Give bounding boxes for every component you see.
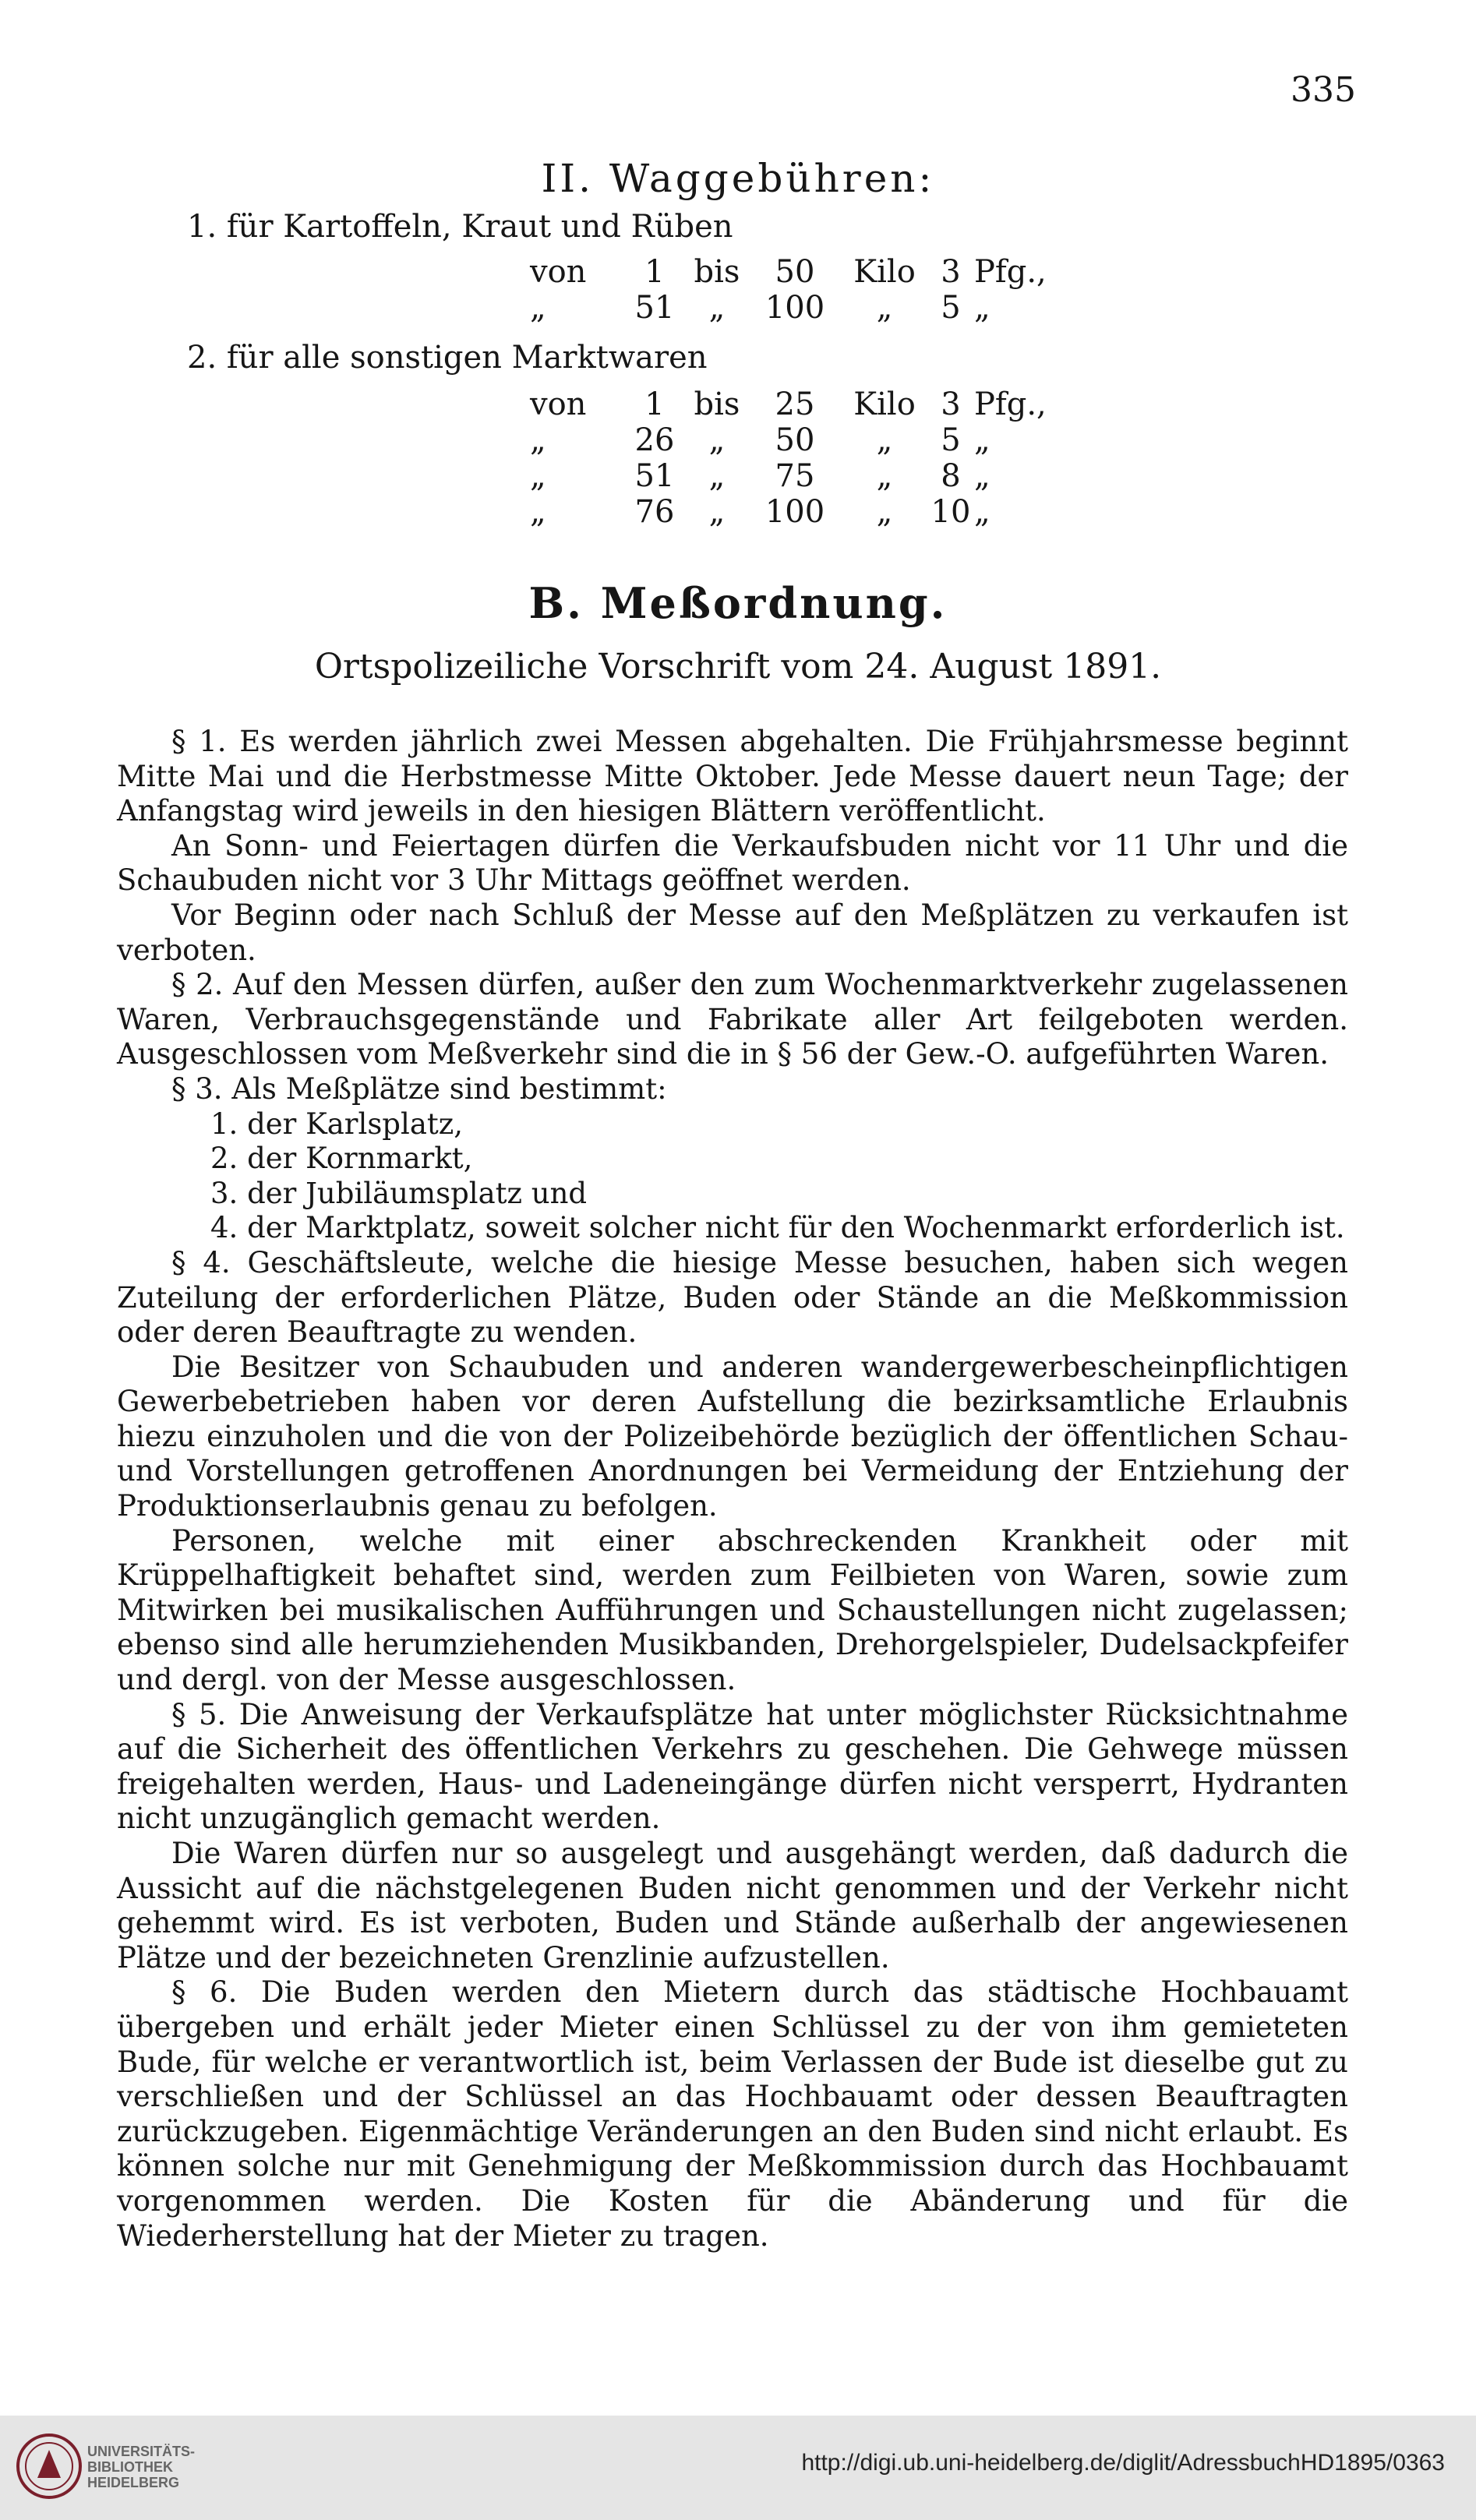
fee-row bbox=[530, 494, 1060, 530]
paragraph: Die Waren dürfen nur so ausgelegt und ausgehängt werden, daß dadurch die Aussicht auf die nächstgelegenen Buden nicht genommen und der Verkehr nicht gehemmt wird. Es ist verboten, Buden und Stände außerhalb der angewiesenen Plätze und der bezeichneten Grenzlinie aufzustellen. bbox=[117, 1837, 1348, 1975]
fee-cell: von bbox=[530, 254, 587, 290]
fee-cell: 50 bbox=[775, 254, 815, 290]
fee-cell: 100 bbox=[764, 290, 825, 326]
fee-cell: 25 bbox=[775, 386, 815, 422]
fee-row bbox=[530, 386, 1060, 422]
fee-cell: 5 bbox=[941, 422, 961, 458]
list-item: 3. der Jubiläumsplatz und bbox=[210, 1176, 588, 1210]
fee-cell: 26 bbox=[634, 422, 675, 458]
paragraph: § 6. Die Buden werden den Mietern durch das städtische Hochbauamt übergeben und erhält jeder Mieter einen Schlüssel zu der von ihm gemieteten Bude, für welche er verantwortlich ist, beim Verlassen der Bude ist dieselbe gut zu verschließen und der Schlüssel an das Hochbauamt oder dessen Beauftragten zurückzugeben. Eigenmächtige Veränderungen an den Buden sind nicht erlaubt. Es können solche nur mit Genehmigung der Meßkommission durch das Hochbauamt vorgenommen werden. Die Kosten für die Abänderung und für die Wiederherstellung hat der Mieter zu tragen. bbox=[117, 1975, 1348, 2253]
section-heading-waggebuehren: II. Waggebühren: bbox=[541, 156, 935, 201]
list-item: 2. der Kornmarkt, bbox=[210, 1142, 473, 1176]
fee-cell: „ bbox=[876, 290, 893, 326]
source-url-link[interactable]: http://digi.ub.uni-heidelberg.de/diglit/AdressbuchHD1895/0363 bbox=[801, 2450, 1445, 2476]
fee-cell: „ bbox=[708, 494, 726, 530]
list-item: 4. der Marktplatz, soweit solcher nicht für den Wochenmarkt erforderlich ist. bbox=[210, 1211, 1345, 1245]
library-line: BIBLIOTHEK bbox=[87, 2459, 173, 2475]
fee-cell: 3 bbox=[941, 386, 961, 422]
document-body bbox=[117, 725, 1348, 2254]
paragraph: Die Besitzer von Schaubuden und anderen wandergewerbescheinpflichtigen Gewerbebetrieben haben vor deren Aufstellung die bezirksamtliche Erlaubnis hiezu einzuholen und die von der Polizeibehörde bezüglich der öffentlichen Schau- und Vorstellungen getroffenen Anordnungen bei Vermeidung der Entziehung der Produktionserlaubnis genau zu befolgen. bbox=[117, 1350, 1348, 1523]
fee-cell: „ bbox=[530, 422, 546, 458]
paragraph: § 3. Als Meßplätze sind bestimmt: bbox=[171, 1071, 667, 1106]
paragraph: § 1. Es werden jährlich zwei Messen abgehalten. Die Frühjahrsmesse beginnt Mitte Mai und die Herbstmesse Mitte Oktober. Jede Messe dauert neun Tage; der Anfangstag wird jeweils in den hiesigen Blättern veröffentlicht. bbox=[117, 725, 1348, 828]
fee-cell: 51 bbox=[634, 290, 675, 326]
fee-cell: „ bbox=[530, 458, 546, 494]
paragraph: § 2. Auf den Messen dürfen, außer den zum Wochenmarktverkehr zugelassenen Waren, Verbrauchsgegenstände und Fabrikate aller Art feilgeboten werden. Ausgeschlossen vom Meßverkehr sind die in § 56 der Gew.-O. aufgeführten Waren. bbox=[117, 968, 1348, 1071]
fee-cell: bis bbox=[694, 386, 740, 422]
fee-row bbox=[530, 422, 1060, 458]
fee-cell: bis bbox=[694, 254, 740, 290]
fee-row bbox=[530, 254, 1060, 290]
paragraph: Vor Beginn oder nach Schluß der Messe auf den Meßplätzen zu verkaufen ist verboten. bbox=[117, 898, 1348, 967]
fee-cell: „ bbox=[708, 290, 726, 326]
fee-cell: 50 bbox=[775, 422, 815, 458]
paragraph: An Sonn- und Feiertagen dürfen die Verkaufsbuden nicht vor 11 Uhr und die Schaubuden nicht vor 3 Uhr Mittags geöffnet werden. bbox=[117, 828, 1348, 898]
fee-cell: 75 bbox=[775, 458, 815, 494]
fee-cell: „ bbox=[974, 290, 990, 326]
fee-cell: 1 bbox=[644, 386, 665, 422]
fee-cell: Kilo bbox=[853, 254, 916, 290]
fee-cell: 8 bbox=[941, 458, 961, 494]
paragraph: § 5. Die Anweisung der Verkaufsplätze hat unter möglichster Rücksichtnahme auf die Sicherheit des öffentlichen Verkehrs zu geschehen. Die Gehwege müssen freigehalten werden, Haus- und Ladeneingänge dürfen nicht versperrt, Hydranten nicht unzugänglich gemacht werden. bbox=[117, 1697, 1348, 1836]
fee-cell: Pfg., bbox=[974, 254, 1047, 290]
fee-cell: „ bbox=[530, 290, 546, 326]
fee-row bbox=[530, 290, 1060, 326]
fee-cell: „ bbox=[876, 422, 893, 458]
fee-cell: 1 bbox=[644, 254, 665, 290]
library-line: HEIDELBERG bbox=[87, 2475, 180, 2490]
fee-cell: „ bbox=[530, 494, 546, 530]
page-number: 335 bbox=[1291, 70, 1356, 110]
fee-cell: von bbox=[530, 386, 587, 422]
fee-cell: 5 bbox=[941, 290, 961, 326]
fee-cell: „ bbox=[708, 422, 726, 458]
section-heading-messordnung: B. Meßordnung. bbox=[528, 578, 948, 628]
fee-cell: „ bbox=[876, 458, 893, 494]
fee-group-2-label: 2. für alle sonstigen Marktwaren bbox=[187, 340, 708, 376]
fee-cell: 10 bbox=[930, 494, 971, 530]
fee-cell: „ bbox=[708, 458, 726, 494]
fee-cell: 51 bbox=[634, 458, 675, 494]
library-line: UNIVERSITÄTS- bbox=[87, 2444, 196, 2459]
fee-cell: „ bbox=[974, 422, 990, 458]
footer-bar bbox=[0, 2416, 1476, 2520]
paragraph: § 4. Geschäftsleute, welche die hiesige Messe besuchen, haben sich wegen Zuteilung der erforderlichen Plätze, Buden oder Stände an die Meßkommission oder deren Beauftragte zu wenden. bbox=[117, 1245, 1348, 1350]
fee-row bbox=[530, 458, 1060, 494]
fee-cell: Kilo bbox=[853, 386, 916, 422]
university-seal-icon bbox=[16, 2433, 83, 2500]
fee-cell: „ bbox=[876, 494, 893, 530]
fee-group-1-label: 1. für Kartoffeln, Kraut und Rüben bbox=[187, 209, 733, 245]
fee-cell: Pfg., bbox=[974, 386, 1047, 422]
list-item: 1. der Karlsplatz, bbox=[210, 1106, 464, 1141]
fee-cell: 76 bbox=[634, 494, 675, 530]
fee-cell: „ bbox=[974, 494, 990, 530]
fee-cell: 100 bbox=[764, 494, 825, 530]
section-subheading: Ortspolizeiliche Vorschrift vom 24. August 1891. bbox=[314, 647, 1162, 686]
paragraph: Personen, welche mit einer abschreckenden Krankheit oder mit Krüppelhaftigkeit behaftet sind, werden zum Feilbieten von Waren, sowie zum Mitwirken bei musikalischen Aufführungen und Schaustellungen nicht zugelassen; ebenso sind alle herumziehenden Musikbanden, Drehorgelspieler, Dudelsackpfeifer und dergl. von der Messe ausgeschlossen. bbox=[117, 1523, 1348, 1697]
library-name bbox=[87, 2444, 195, 2490]
fee-cell: 3 bbox=[941, 254, 961, 290]
fee-cell: „ bbox=[974, 458, 990, 494]
